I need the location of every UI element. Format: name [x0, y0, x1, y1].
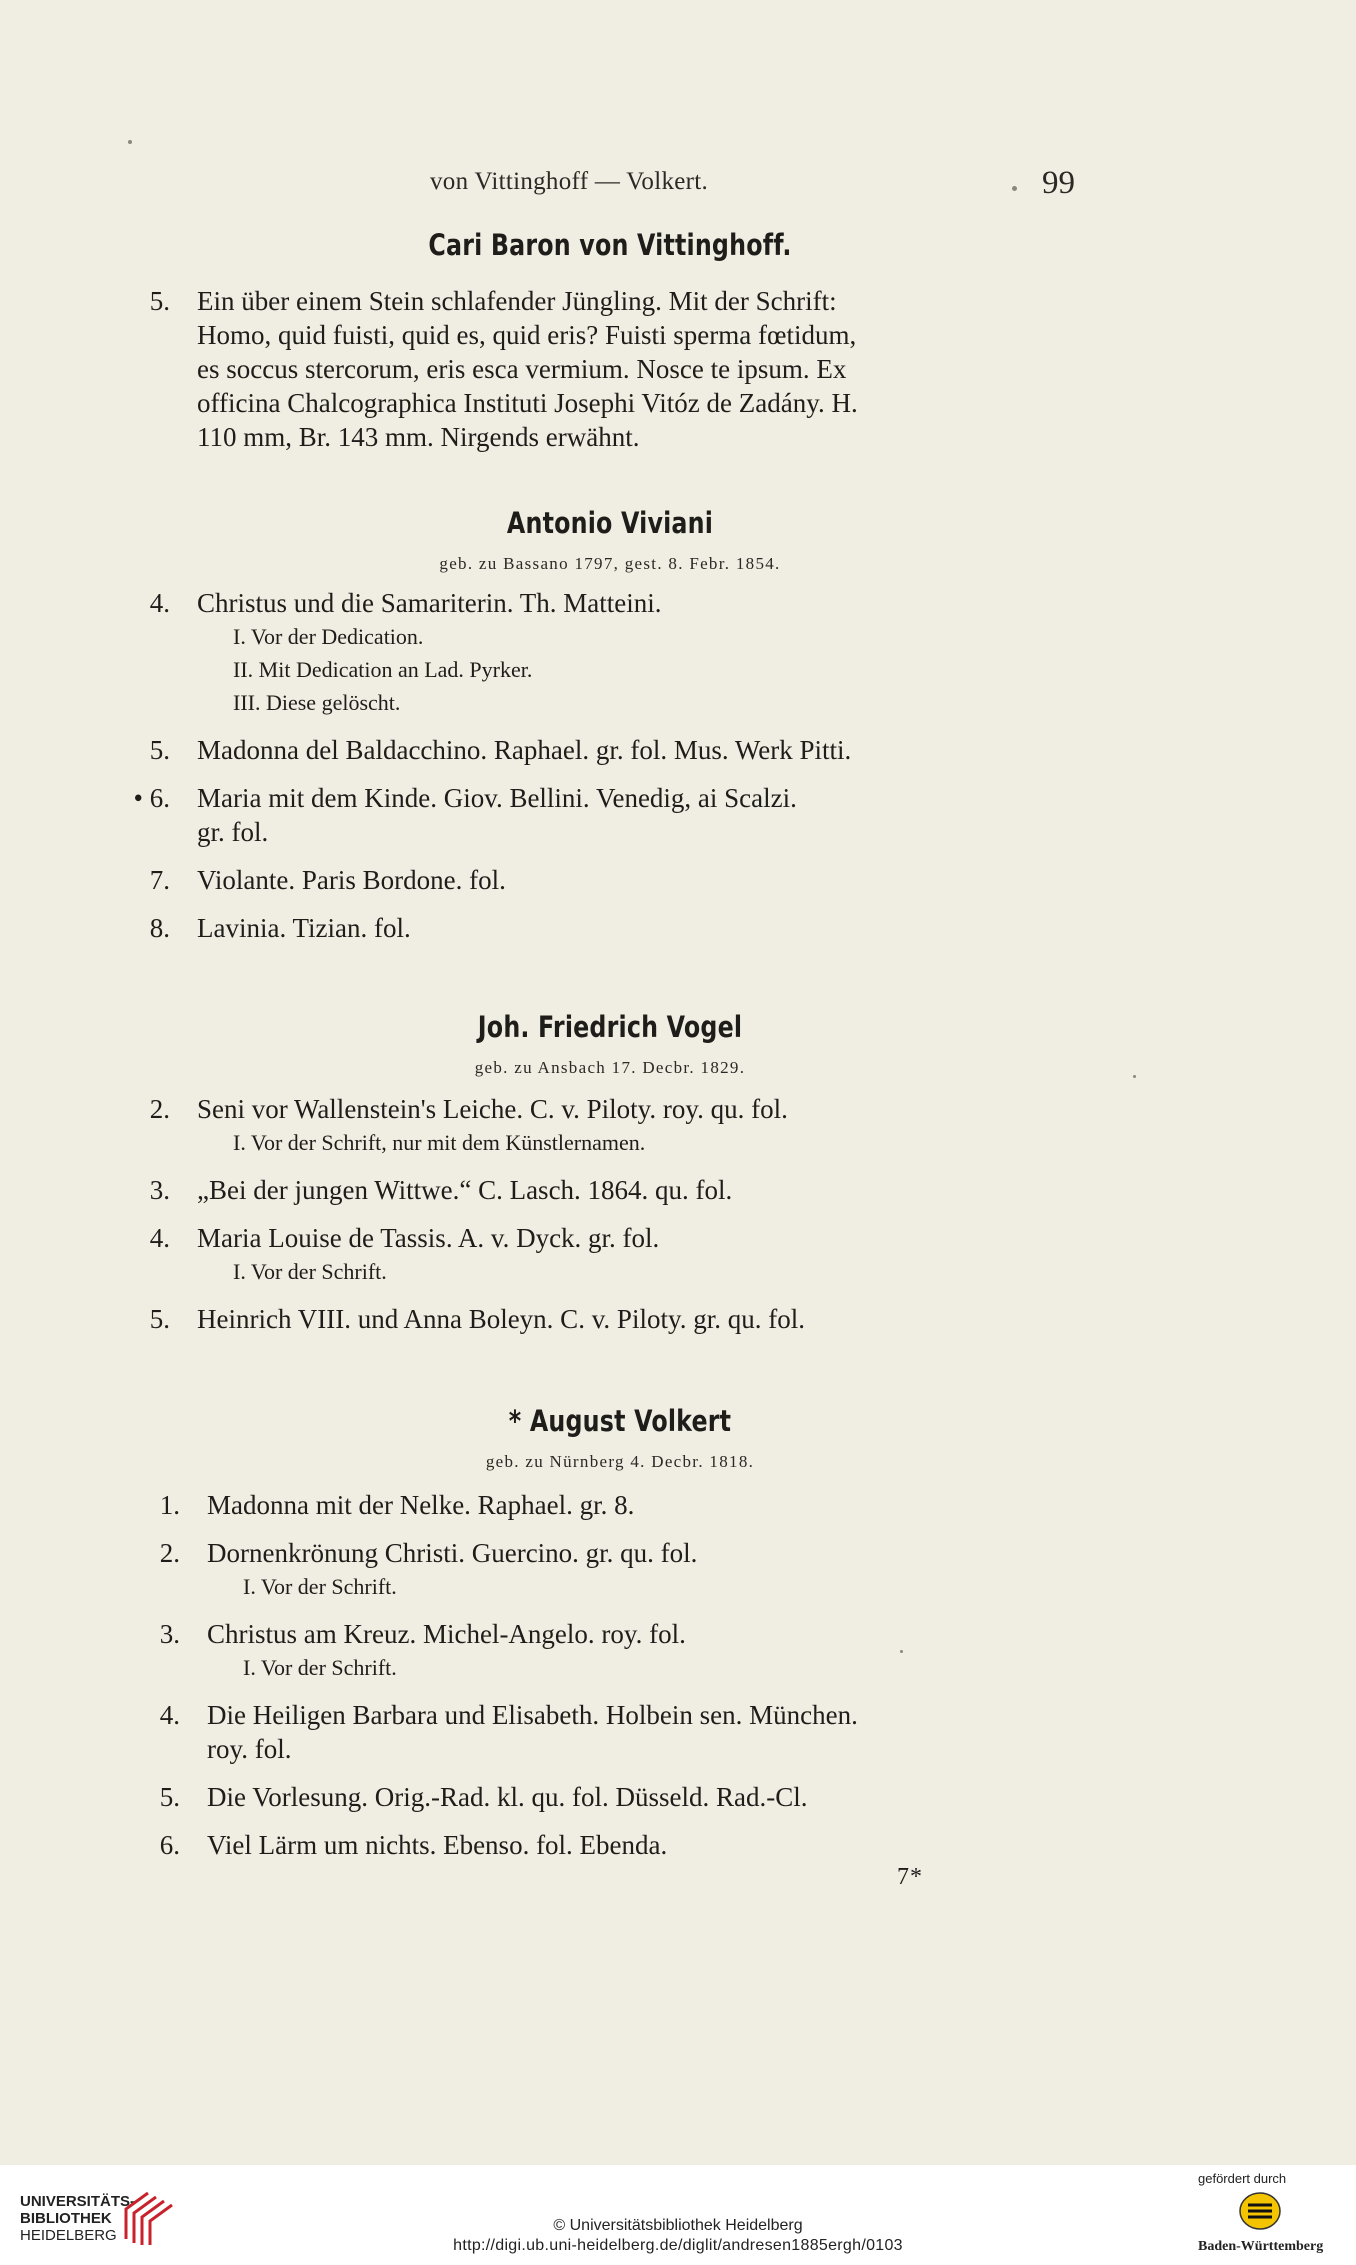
entry-line: Maria mit dem Kinde. Giov. Bellini. Venedig, ai Scalzi.: [197, 783, 797, 813]
spacer: [130, 719, 1090, 733]
entry-number: 2.: [149, 1094, 170, 1124]
entry-line: Ein über einem Stein schlafender Jüngling. Mit der Schrift:: [197, 286, 837, 316]
entry-number: 5.: [159, 1782, 180, 1812]
entry-line: Viel Lärm um nichts. Ebenso. fol. Ebenda.: [207, 1830, 668, 1860]
entry-number: 4.: [149, 1223, 170, 1253]
entry-line: gr. fol.: [197, 817, 269, 847]
spacer: [130, 767, 1090, 781]
entry-state: I. Vor der Schrift.: [233, 1259, 387, 1284]
entry-list: [130, 284, 1090, 454]
spacer: [130, 1288, 1090, 1302]
entry-line: Maria Louise de Tassis. A. v. Dyck. gr. fol.: [197, 1223, 660, 1253]
entry-line: Heinrich VIII. und Anna Boleyn. C. v. Piloty. gr. qu. fol.: [197, 1304, 805, 1334]
entry-line: Dornenkrönung Christi. Guercino. gr. qu. fol.: [207, 1538, 698, 1568]
entry-state: III. Diese gelöscht.: [233, 690, 401, 715]
entry-number: 5.: [149, 286, 170, 316]
catalogue-entry: [130, 863, 1090, 897]
entry-line: roy. fol.: [207, 1734, 292, 1764]
entry-line: Madonna del Baldacchino. Raphael. gr. fol. Mus. Werk Pitti.: [197, 735, 852, 765]
entry-line: Lavinia. Tizian. fol.: [197, 913, 411, 943]
catalogue-entry: [130, 1302, 1090, 1336]
library-footer: [0, 2165, 1356, 2265]
entry-line: Homo, quid fuisti, quid es, quid eris? Fuisti sperma fœtidum,: [197, 320, 857, 350]
entry-line: es soccus stercorum, eris esca vermium. Nosce te ipsum. Ex: [197, 354, 847, 384]
permalink-url[interactable]: http://digi.ub.uni-heidelberg.de/diglit/andresen1885ergh/0103: [453, 2237, 903, 2254]
catalogue-entry: [130, 1173, 1090, 1207]
entry-line: Die Heiligen Barbara und Elisabeth. Holbein sen. München.: [207, 1700, 858, 1730]
catalogue-entry: [130, 1092, 1090, 1159]
entry-number: 8.: [149, 913, 170, 943]
library-name-line: BIBLIOTHEK: [20, 2210, 112, 2227]
catalogue-entry: [140, 1828, 1100, 1862]
copyright-text: © Universitätsbibliothek Heidelberg: [553, 2217, 803, 2234]
entry-line: 110 mm, Br. 143 mm. Nirgends erwähnt.: [197, 422, 640, 452]
paper-speck: [1133, 1075, 1136, 1078]
catalogue-entry: [130, 733, 1090, 767]
library-name-line: HEIDELBERG: [20, 2227, 117, 2244]
artist-section-vogel: [130, 1010, 1090, 1336]
running-title: von Vittinghoff — Volkert.: [430, 168, 709, 195]
spacer: [140, 1766, 1100, 1780]
artist-section-vittinghoff: [130, 228, 1090, 454]
paper-speck: [128, 140, 132, 144]
entry-line: Christus und die Samariterin. Th. Matteini.: [197, 588, 662, 618]
spacer: [140, 1603, 1100, 1617]
entry-line: officina Chalcographica Instituti Josephi Vitóz de Zadány. H.: [197, 388, 858, 418]
paper-speck: [1012, 186, 1017, 191]
paper-speck: [900, 1650, 903, 1653]
spacer: [140, 1684, 1100, 1698]
entry-number: 5.: [149, 735, 170, 765]
spacer: [130, 1207, 1090, 1221]
state-crest-icon: [1238, 2189, 1282, 2233]
entry-line: Die Vorlesung. Orig.-Rad. kl. qu. fol. Düsseld. Rad.-Cl.: [207, 1782, 808, 1812]
page-number: 99: [1042, 165, 1075, 201]
entry-list: [130, 586, 1090, 945]
entry-list: [130, 1092, 1090, 1336]
entry-line: Violante. Paris Bordone. fol.: [197, 865, 506, 895]
entry-number: 4.: [149, 588, 170, 618]
catalogue-entry: [140, 1488, 1100, 1522]
catalogue-entry: [140, 1698, 1100, 1766]
entry-line: „Bei der jungen Wittwe.“ C. Lasch. 1864. qu. fol.: [197, 1175, 733, 1205]
catalogue-entry: [140, 1780, 1100, 1814]
artist-bio: geb. zu Nürnberg 4. Decbr. 1818.: [485, 1452, 755, 1471]
signature-mark: 7*: [897, 1864, 923, 1890]
entry-number: 4.: [159, 1700, 180, 1730]
spacer: [130, 897, 1090, 911]
entry-number: 3.: [159, 1619, 180, 1649]
spacer: [140, 1522, 1100, 1536]
library-name-line: UNIVERSITÄTS-: [20, 2193, 136, 2210]
entry-state: I. Vor der Schrift, nur mit dem Künstlernamen.: [233, 1130, 646, 1155]
artist-bio: geb. zu Bassano 1797, gest. 8. Febr. 1854.: [439, 554, 781, 573]
entry-list: [140, 1488, 1100, 1862]
entry-line: Christus am Kreuz. Michel-Angelo. roy. fol.: [207, 1619, 686, 1649]
spacer: [130, 1159, 1090, 1173]
catalogue-entry: [130, 586, 1090, 719]
artist-section-viviani: [130, 506, 1090, 945]
catalogue-entry: [130, 781, 1090, 849]
catalogue-entry: [140, 1617, 1100, 1684]
sponsor-label: gefördert durch: [1198, 2171, 1287, 2186]
entry-state: I. Vor der Schrift.: [243, 1574, 397, 1599]
artist-name: * August Volkert: [508, 1404, 732, 1438]
artist-section-volkert: [140, 1404, 1100, 1862]
entry-number: 5.: [149, 1304, 170, 1334]
entry-number: 6.: [159, 1830, 180, 1860]
catalogue-entry: [130, 284, 1090, 454]
artist-bio: geb. zu Ansbach 17. Decbr. 1829.: [474, 1058, 746, 1077]
entry-line: Madonna mit der Nelke. Raphael. gr. 8.: [207, 1490, 635, 1520]
artist-name: Antonio Viviani: [506, 506, 714, 540]
entry-number: 7.: [149, 865, 170, 895]
entry-line: Seni vor Wallenstein's Leiche. C. v. Piloty. roy. qu. fol.: [197, 1094, 788, 1124]
artist-name: Joh. Friedrich Vogel: [477, 1010, 743, 1044]
entry-number: 3.: [149, 1175, 170, 1205]
entry-state: I. Vor der Schrift.: [243, 1655, 397, 1680]
artist-name: Cari Baron von Vittinghoff.: [428, 228, 792, 262]
sponsor-name: Baden-Württemberg: [1198, 2239, 1324, 2254]
entry-state: II. Mit Dedication an Lad. Pyrker.: [233, 657, 533, 682]
catalogue-entry: [130, 1221, 1090, 1288]
entry-number: 1.: [159, 1490, 180, 1520]
catalogue-entry: [140, 1536, 1100, 1603]
spacer: [140, 1814, 1100, 1828]
entry-state: I. Vor der Dedication.: [233, 624, 424, 649]
catalogue-entry: [130, 911, 1090, 945]
entry-number: 2.: [159, 1538, 180, 1568]
spacer: [130, 849, 1090, 863]
entry-number: • 6.: [133, 783, 170, 813]
